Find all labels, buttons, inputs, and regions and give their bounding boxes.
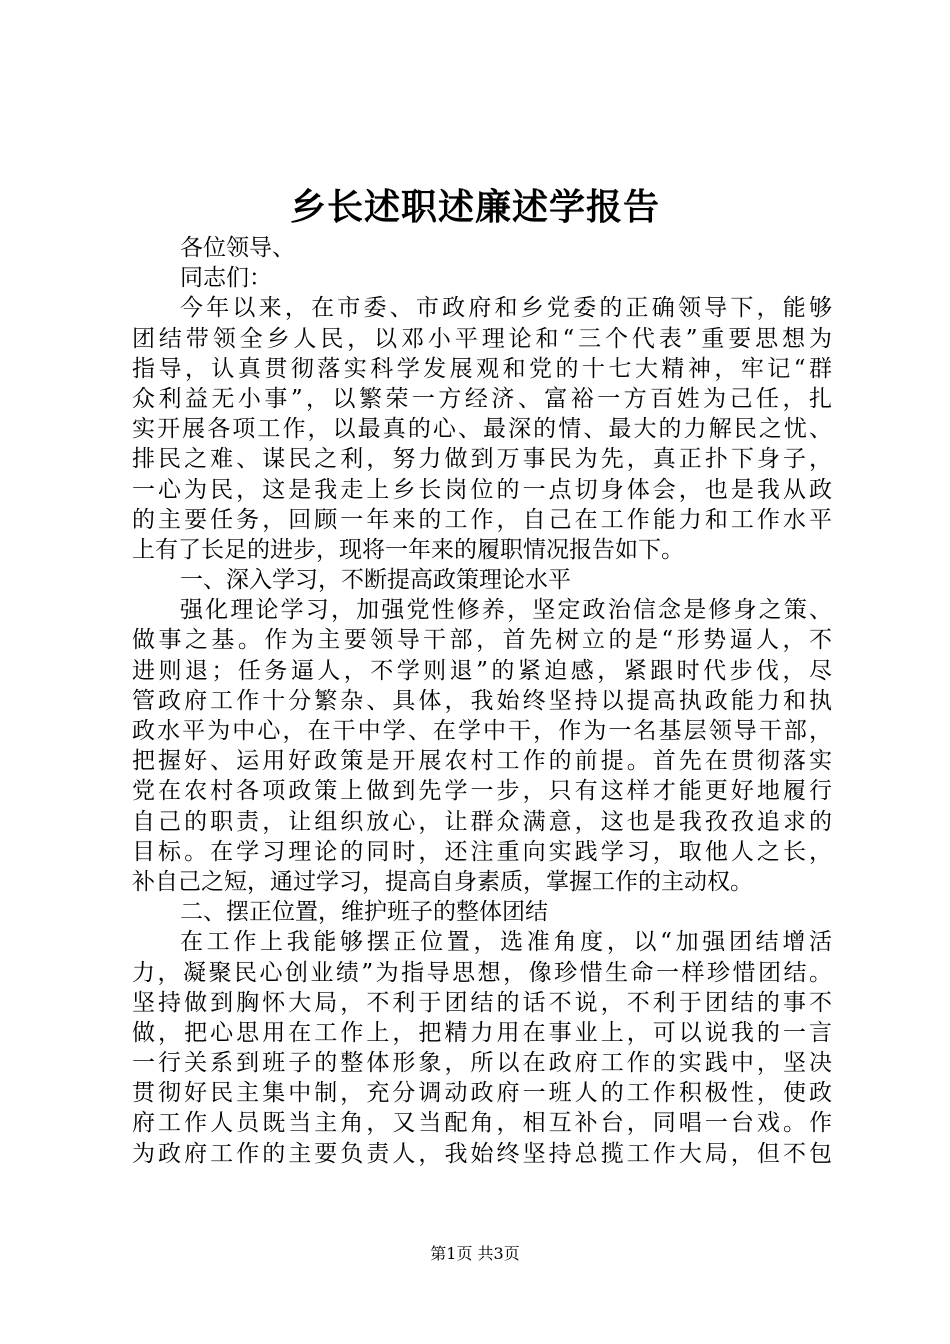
text-line: 的主要任务，回顾一年来的工作，自己在工作能力和工作水平 <box>132 506 832 533</box>
text-line: 一行关系到班子的整体形象，所以在政府工作的实践中，坚决 <box>132 1050 832 1077</box>
text-line: 指导，认真贯彻落实科学发展观和党的十七大精神，牢记“群 <box>132 355 832 382</box>
text-line: 在工作上我能够摆正位置，选准角度，以“加强团结增活 <box>180 929 832 956</box>
text-line: 排民之难、谋民之利，努力做到万事民为先，真正扑下身子， <box>132 446 832 473</box>
text-line: 补自己之短，通过学习，提高自身素质，掌握工作的主动权。 <box>132 868 753 895</box>
text-line: 做，把心思用在工作上，把精力用在事业上，可以说我的一言 <box>132 1019 832 1046</box>
text-line: 强化理论学习，加强党性修养，坚定政治信念是修身之策、 <box>180 597 832 624</box>
text-line: 众利益无小事”，以繁荣一方经济、富裕一方百姓为己任，扎 <box>132 385 832 412</box>
text-line: 实开展各项工作，以最真的心、最深的情、最大的力解民之忧、 <box>132 416 832 443</box>
text-line: 今年以来，在市委、市政府和乡党委的正确领导下，能够 <box>180 295 832 322</box>
text-line: 目标。在学习理论的同时，还注重向实践学习，取他人之长， <box>132 838 832 865</box>
text-line: 上有了长足的进步，现将一年来的履职情况报告如下。 <box>132 536 684 563</box>
text-line: 政水平为中心，在干中学、在学中干，作为一名基层领导干部， <box>132 718 832 744</box>
text-line: 贯彻好民主集中制，充分调动政府一班人的工作积极性，使政 <box>132 1080 832 1107</box>
text-line: 为政府工作的主要负责人，我始终坚持总揽工作大局，但不包 <box>132 1140 832 1167</box>
text-line: 府工作人员既当主角，又当配角，相互补台，同唱一台戏。作 <box>132 1110 832 1137</box>
text-line: 同志们： <box>180 265 272 292</box>
text-line: 进则退；任务逼人，不学则退”的紧迫感，紧跟时代步伐，尽 <box>132 657 832 684</box>
text-line: 一心为民，这是我走上乡长岗位的一点切身体会，也是我从政 <box>132 476 832 503</box>
text-line: 一、深入学习，不断提高政策理论水平 <box>180 567 571 594</box>
text-line: 党在农村各项政策上做到先学一步，只有这样才能更好地履行 <box>132 778 832 805</box>
text-line: 坚持做到胸怀大局，不利于团结的话不说，不利于团结的事不 <box>132 989 832 1016</box>
document-body <box>132 233 832 1169</box>
text-line: 二、摆正位置，维护班子的整体团结 <box>180 899 548 926</box>
text-line: 自己的职责，让组织放心，让群众满意，这也是我孜孜追求的 <box>132 808 832 835</box>
text-line: 把握好、运用好政策是开展农村工作的前提。首先在贯彻落实 <box>132 748 832 775</box>
document-title: 乡长述职述廉述学报告 <box>289 186 660 228</box>
text-line: 团结带领全乡人民，以邓小平理论和“三个代表”重要思想为 <box>132 325 832 352</box>
text-line: 力，凝聚民心创业绩”为指导思想，像珍惜生命一样珍惜团结。 <box>132 959 832 986</box>
page-footer: 第1页 共3页 <box>430 1244 520 1263</box>
text-line: 各位领导、 <box>180 235 295 261</box>
text-line: 做事之基。作为主要领导干部，首先树立的是“形势逼人，不 <box>132 627 832 654</box>
text-line: 管政府工作十分繁杂、具体，我始终坚持以提高执政能力和执 <box>132 687 832 714</box>
